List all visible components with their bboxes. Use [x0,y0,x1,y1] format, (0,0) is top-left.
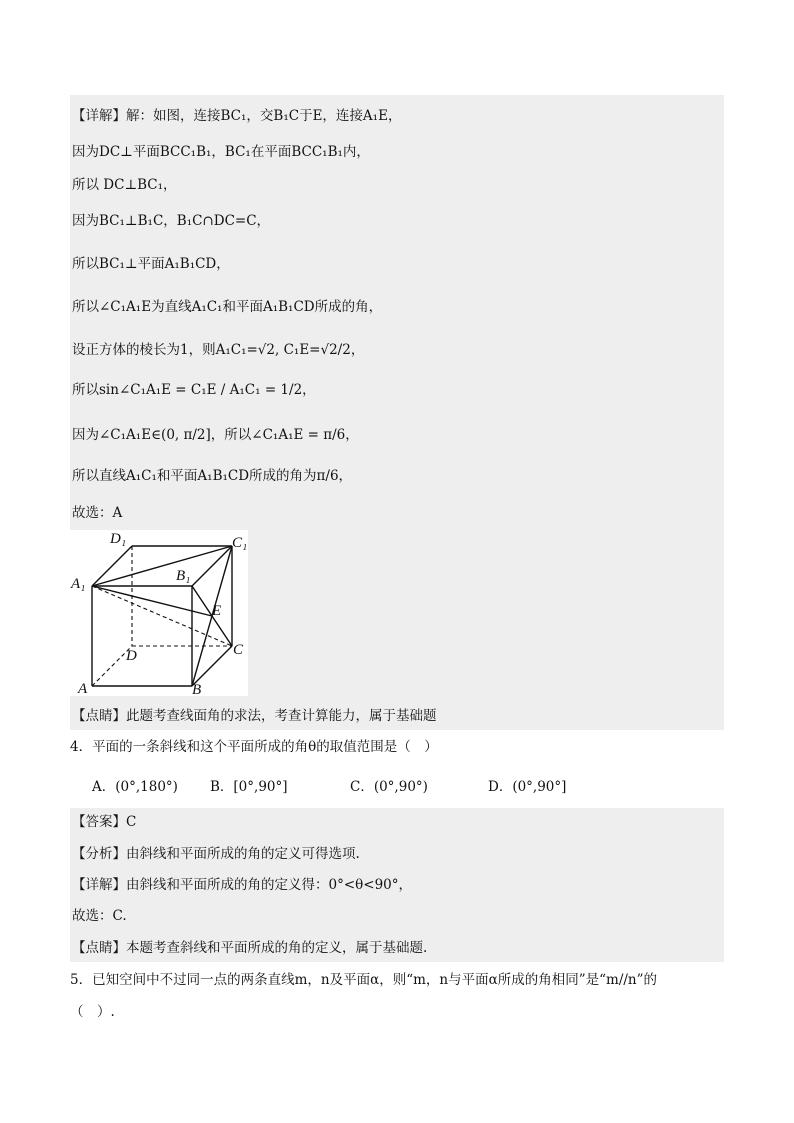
q4-comment: 【点睛】本题考查斜线和平面所成的角的定义，属于基础题. [72,940,428,956]
label-c1: C₁ [232,535,248,551]
solution-comment: 【点睛】此题考查线面角的求法，考查计算能力，属于基础题 [72,708,437,724]
solution-line-3: 所以 DC⊥BC₁， [72,177,177,193]
solution-line-10: 所以直线A₁C₁和平面A₁B₁CD所成的角为π/6， [72,468,353,484]
q5-stem-continued: （ ）. [70,1004,115,1020]
q4-option-d: D．(0°,90°] [488,779,567,795]
q4-choice: 故选：C. [72,908,127,924]
q4-option-b: B．[0°,90°] [210,779,288,795]
q4-stem: 4．平面的一条斜线和这个平面所成的角θ的取值范围是（ ） [70,739,438,755]
solution-line-1: 【详解】解：如图，连接BC₁，交B₁C于E，连接A₁E， [72,108,402,124]
label-a1: A₁ [71,576,86,592]
solution-line-8: 所以sin∠C₁A₁E = C₁E / A₁C₁ = 1/2， [72,382,316,398]
q4-answer: 【答案】C [72,814,137,830]
label-c: C [233,642,244,658]
label-a: A [78,681,88,696]
q4-option-a: A．(0°,180°) [92,779,178,795]
label-e: E [212,603,222,619]
solution-line-4: 因为BC₁⊥B₁C，B₁C∩DC=C， [72,213,271,229]
label-d1: D₁ [110,531,127,547]
solution-line-11: 故选：A [72,505,123,521]
q4-option-c: C．(0°,90°) [350,779,428,795]
solution-line-2: 因为DC⊥平面BCC₁B₁，BC₁在平面BCC₁B₁内， [72,144,370,160]
solution-line-9: 因为∠C₁A₁E∈(0, π/2]，所以∠C₁A₁E = π/6， [72,427,359,443]
solution-line-5: 所以BC₁⊥平面A₁B₁CD， [72,256,230,272]
label-d: D [126,648,137,664]
q4-analysis: 【分析】由斜线和平面所成的角的定义可得选项. [72,846,360,862]
label-b1: B₁ [176,568,191,584]
q5-stem: 5．已知空间中不过同一点的两条直线m，n及平面α，则“m，n与平面α所成的角相同”是“m//n”的 [70,972,658,988]
solution-line-6: 所以∠C₁A₁E为直线A₁C₁和平面A₁B₁CD所成的角， [72,299,383,315]
solution-line-7: 设正方体的棱长为1，则A₁C₁=√2, C₁E=√2/2， [72,342,365,358]
cube-figure [70,530,248,696]
q4-detail: 【详解】由斜线和平面所成的角的定义得：0°<θ<90°， [72,877,413,893]
label-b: B [192,682,202,696]
